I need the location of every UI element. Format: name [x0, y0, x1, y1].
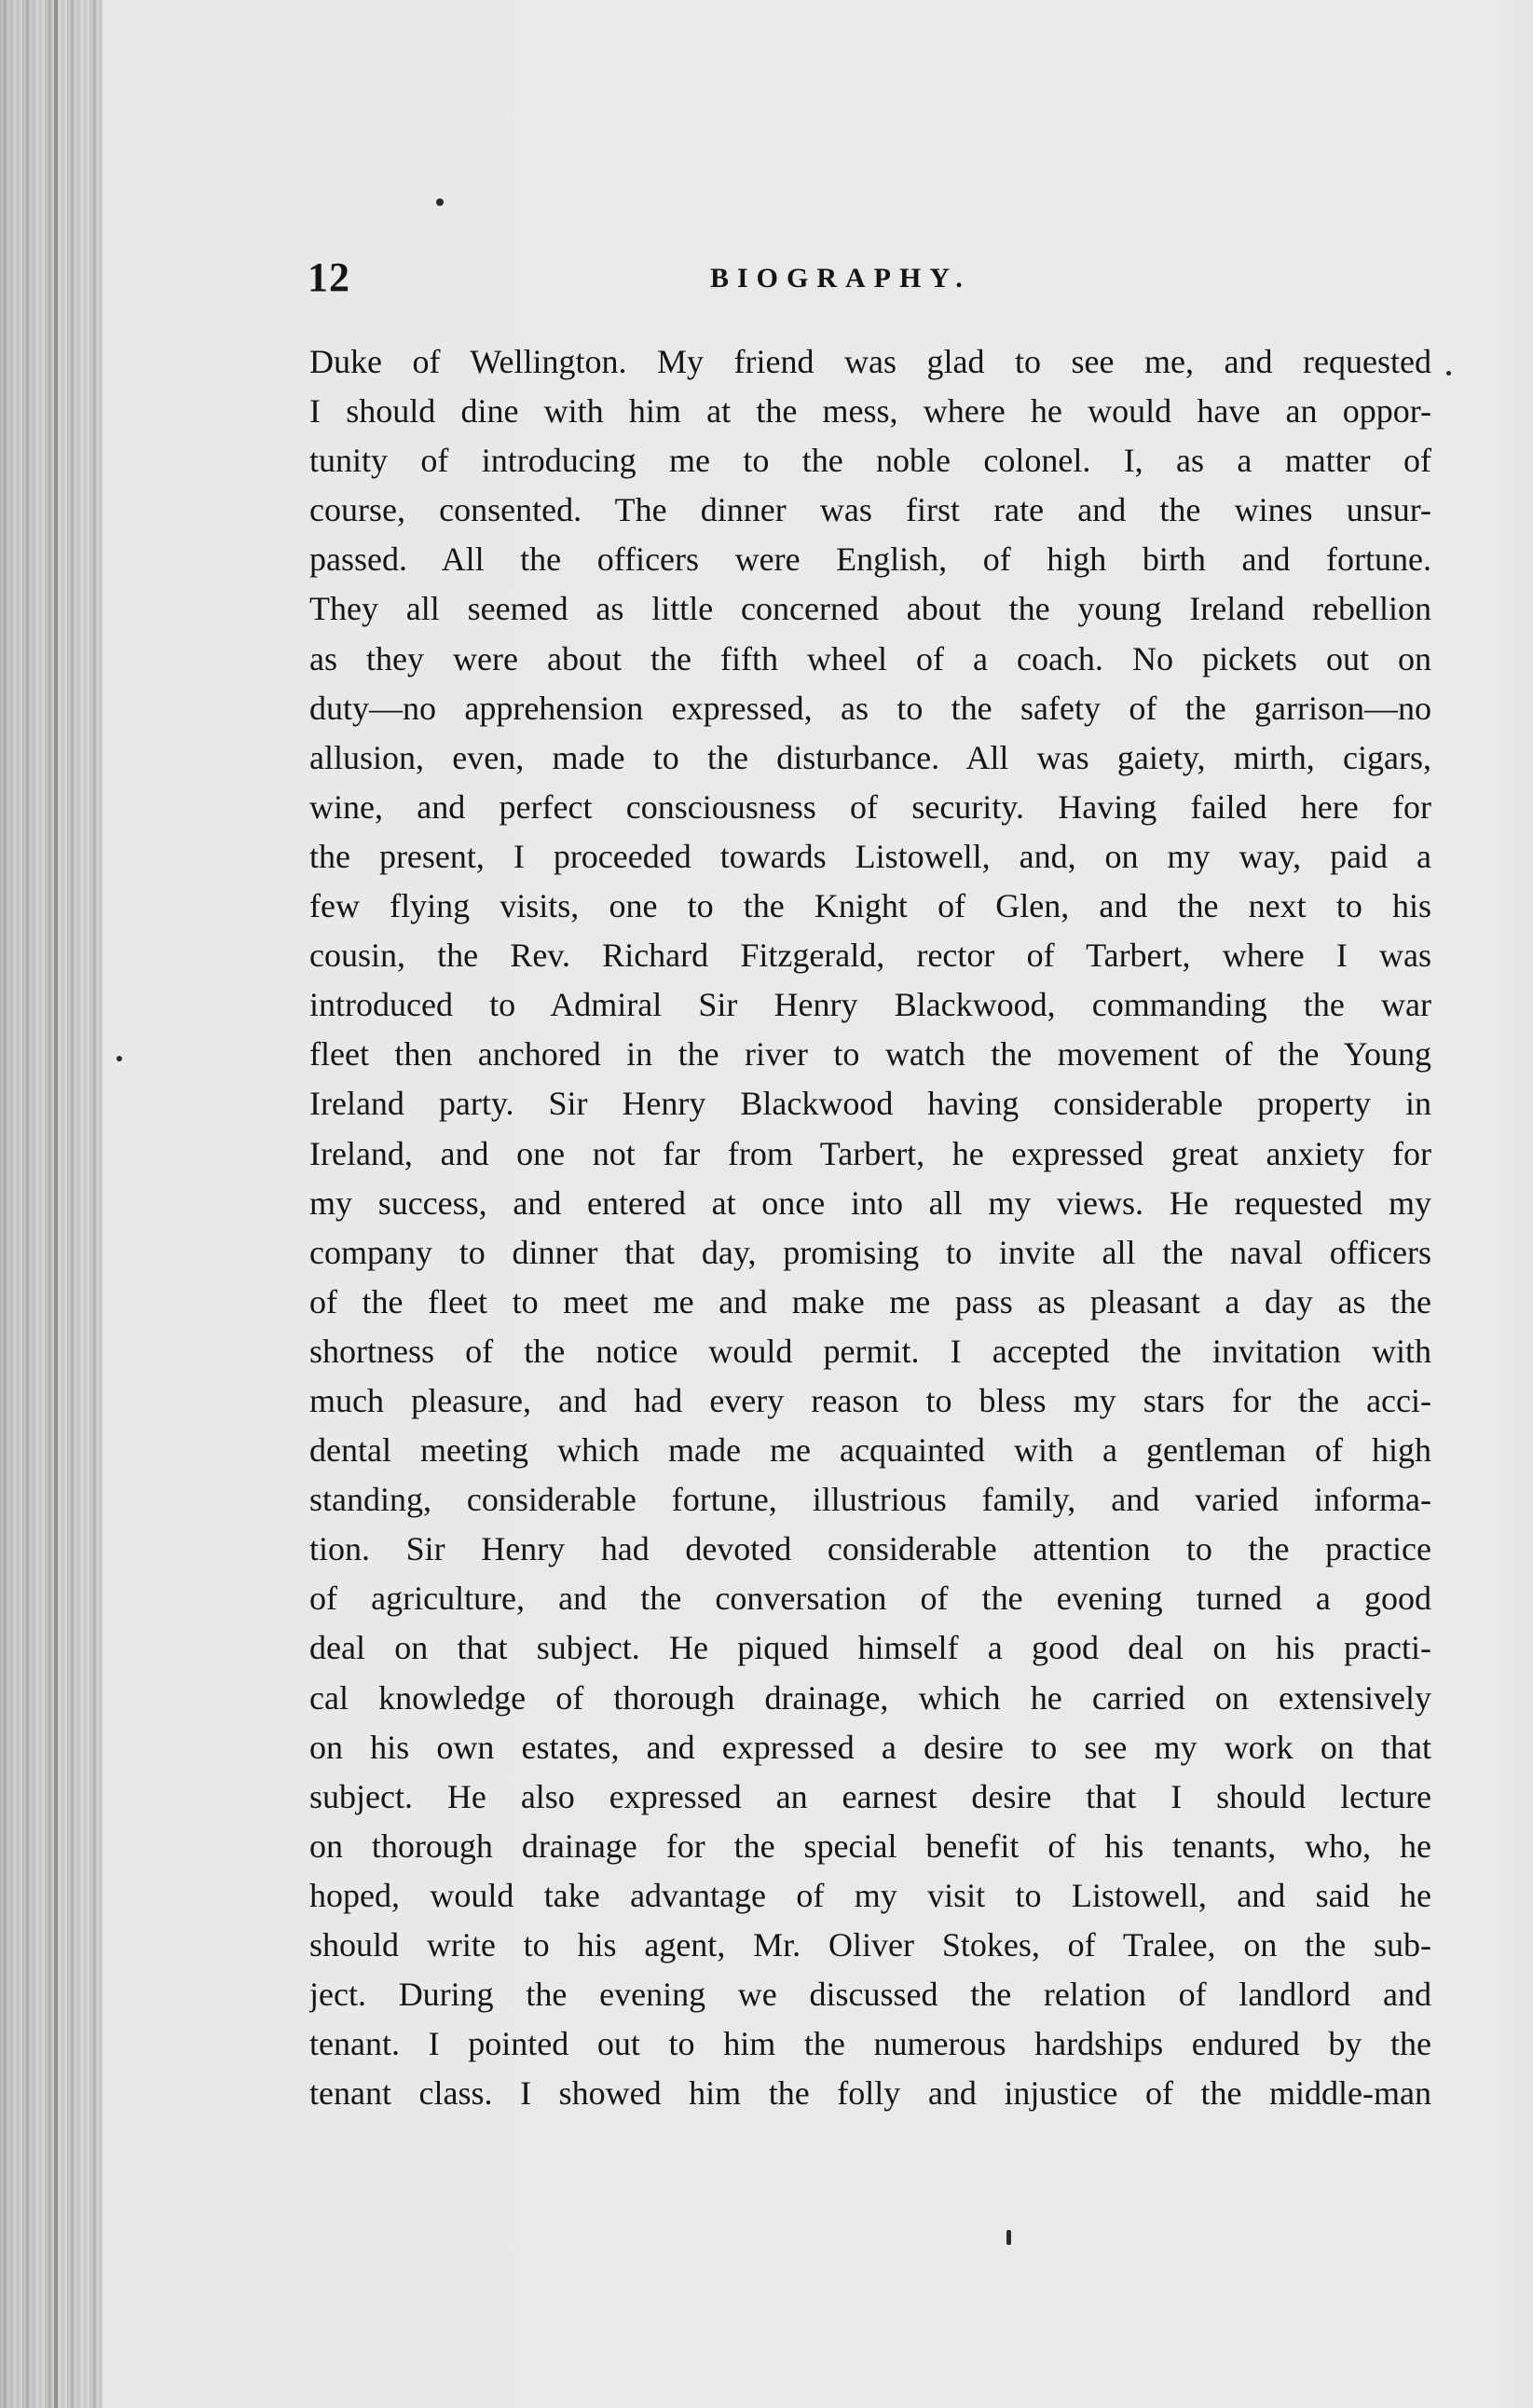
ink-speck	[116, 1056, 122, 1061]
running-head: BIOGRAPHY.	[710, 263, 971, 294]
ink-speck	[1446, 371, 1451, 376]
text-line: tunity of introducing me to the noble colonel. I, as a matter of	[309, 442, 1431, 480]
ink-speck	[1006, 2230, 1011, 2245]
text-line: of agriculture, and the conversation of the evening turned a good	[309, 1580, 1431, 1618]
text-line: Ireland party. Sir Henry Blackwood having considerable property in	[309, 1085, 1431, 1123]
text-line: fleet then anchored in the river to watch the movement of the Young	[309, 1035, 1431, 1074]
text-line: cal knowledge of thorough drainage, which he carried on extensively	[309, 1678, 1431, 1717]
text-line: Duke of Wellington. My friend was glad to see me, and requested	[309, 343, 1431, 380]
page-number: 12	[308, 254, 350, 300]
text-line: tenant class. I showed him the folly and injustice of the middle-man	[309, 2074, 1431, 2113]
text-line: as they were about the fifth wheel of a coach. No pickets out on	[309, 639, 1431, 677]
text-line: deal on that subject. He piqued himself a good deal on his practi-	[309, 1629, 1431, 1667]
text-line: subject. He also expressed an earnest desire that I should lecture	[309, 1777, 1431, 1815]
text-line: tenant. I pointed out to him the numerous hardships endured by the	[309, 2025, 1431, 2063]
text-line: should write to his agent, Mr. Oliver Stokes, of Tralee, on the sub-	[309, 1926, 1431, 1963]
text-line: on thorough drainage for the special benefit of his tenants, who, he	[309, 1827, 1431, 1865]
text-line: of the fleet to meet me and make me pass as pleasant a day as the	[309, 1282, 1431, 1320]
text-line: cousin, the Rev. Richard Fitzgerald, rector of Tarbert, where I was	[309, 937, 1431, 975]
text-line: dental meeting which made me acquainted with a gentleman of high	[309, 1431, 1431, 1470]
text-line: my success, and entered at once into all my views. He requested my	[309, 1183, 1431, 1222]
text-line: wine, and perfect consciousness of security. Having failed here for	[309, 787, 1431, 826]
text-line: allusion, even, made to the disturbance. All was gaiety, mirth, cigars,	[309, 738, 1431, 776]
text-line: much pleasure, and had every reason to bless my stars for the acci-	[309, 1381, 1431, 1419]
text-line: course, consented. The dinner was first rate and the wines unsur-	[309, 491, 1431, 529]
text-line: standing, considerable fortune, illustrious family, and varied informa-	[309, 1481, 1431, 1519]
page-binding-shadow	[0, 0, 103, 2408]
text-line: on his own estates, and expressed a desire to see my work on that	[309, 1728, 1431, 1766]
text-line: the present, I proceeded towards Listowell, and, on my way, paid a	[309, 837, 1431, 875]
text-line: Ireland, and one not far from Tarbert, he expressed great anxiety for	[309, 1134, 1431, 1172]
text-line: They all seemed as little concerned about the young Ireland rebellion	[309, 590, 1431, 628]
text-line: duty—no apprehension expressed, as to the safety of the garrison—no	[309, 689, 1431, 727]
text-line: ject. During the evening we discussed the relation of landlord and	[309, 1976, 1431, 2014]
text-line: shortness of the notice would permit. I accepted the invitation with	[309, 1332, 1431, 1370]
text-line: company to dinner that day, promising to invite all the naval officers	[309, 1233, 1431, 1271]
ink-speck	[436, 198, 444, 206]
body-text	[309, 337, 1431, 2118]
page-header	[308, 253, 1426, 309]
page-binding-edge	[54, 0, 58, 2408]
text-line: few flying visits, one to the Knight of Glen, and the next to his	[309, 887, 1431, 925]
text-line: introduced to Admiral Sir Henry Blackwood, commanding the war	[309, 986, 1431, 1024]
text-line: tion. Sir Henry had devoted considerable attention to the practice	[309, 1530, 1431, 1568]
text-line: hoped, would take advantage of my visit to Listowell, and said he	[309, 1876, 1431, 1914]
text-line: passed. All the officers were English, of high birth and fortune.	[309, 540, 1431, 579]
text-line: I should dine with him at the mess, where he would have an oppor-	[309, 392, 1431, 431]
